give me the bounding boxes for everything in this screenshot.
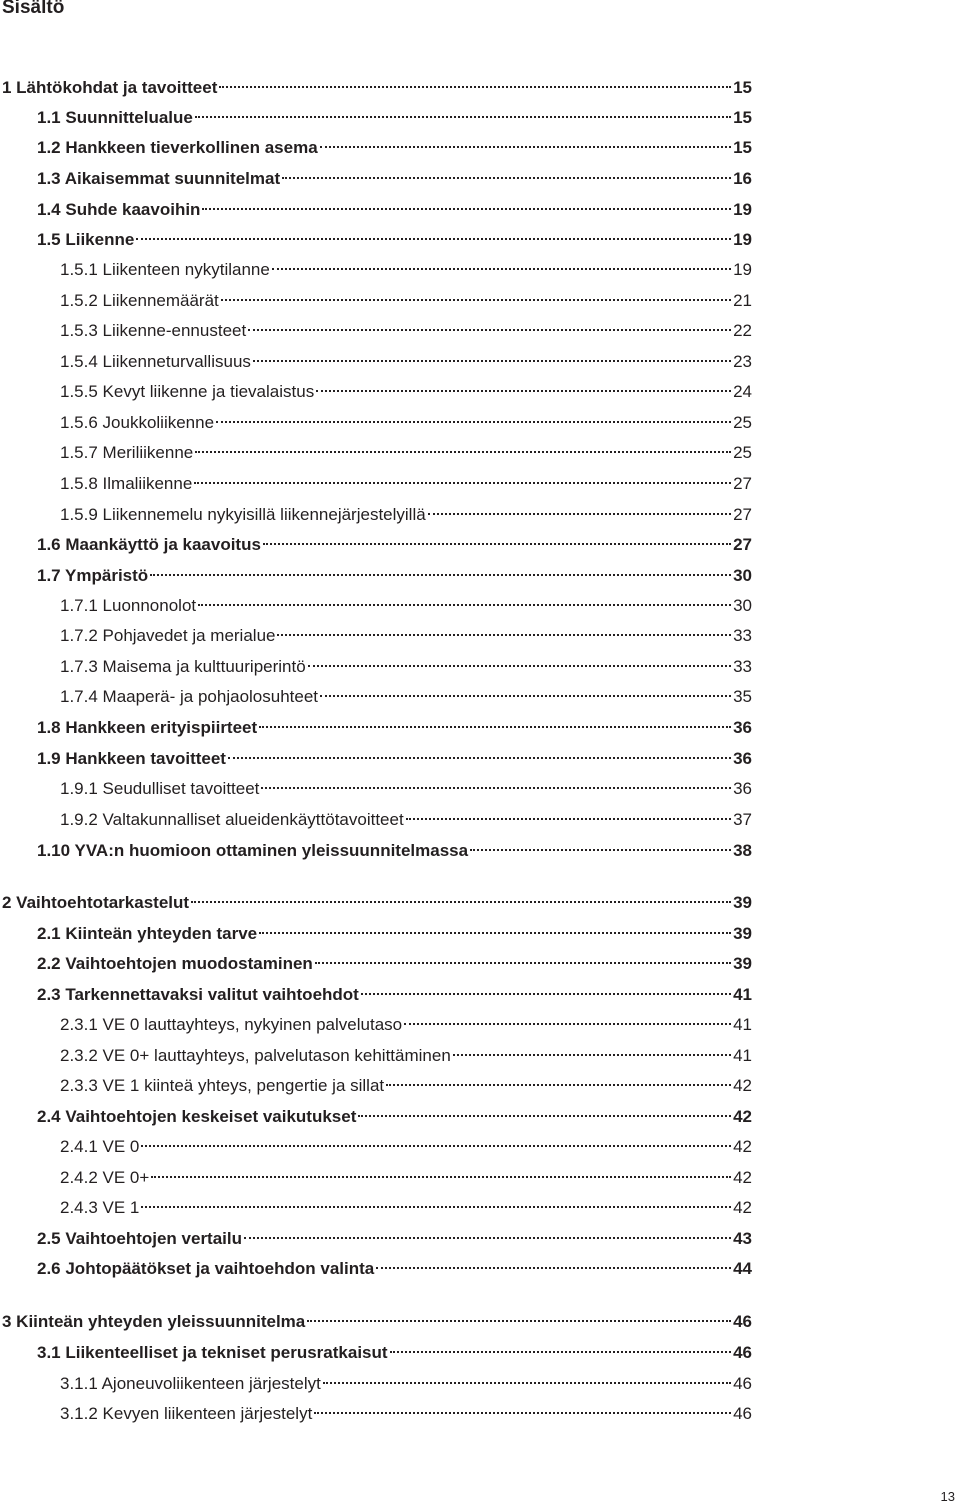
toc-entry-title: 1.7.2 Pohjavedet ja merialue: [60, 626, 276, 645]
toc-entry-title: 2.3.3 VE 1 kiinteä yhteys, pengertie ja sillat: [60, 1076, 385, 1095]
toc-leader-dots: [404, 1023, 731, 1025]
toc-entry-title: 1.5.6 Joukkoliikenne: [60, 413, 215, 432]
toc-leader-dots: [253, 360, 731, 362]
toc-entry-page: 21: [733, 291, 752, 310]
toc-entry[interactable]: [37, 1340, 752, 1366]
toc-entry-page: 15: [733, 108, 752, 127]
toc-entry-page: 15: [733, 78, 752, 97]
toc-leader-dots: [308, 665, 731, 667]
toc-entry-title: 1.1 Suunnittelualue: [37, 108, 193, 127]
toc-leader-dots: [263, 543, 731, 545]
toc-entry-title: 2.4 Vaihtoehtojen keskeiset vaikutukset: [37, 1107, 357, 1126]
toc-entry-page: 46: [733, 1343, 752, 1362]
toc-entry[interactable]: [60, 1134, 752, 1160]
toc-entry-title: 3.1.2 Kevyen liikenteen järjestelyt: [60, 1404, 313, 1423]
toc-entry-title: 2 Vaihtoehtotarkastelut: [2, 893, 190, 912]
toc-entry-title: 2.2 Vaihtoehtojen muodostaminen: [37, 954, 313, 973]
toc-entry[interactable]: [60, 623, 752, 649]
toc-entry-page: 42: [733, 1137, 752, 1156]
toc-entry-title: 3.1.1 Ajoneuvoliikenteen järjestelyt: [60, 1374, 321, 1393]
toc-entry[interactable]: [60, 288, 752, 314]
toc-entry-page: 23: [733, 352, 752, 371]
toc-entry[interactable]: [37, 227, 752, 253]
toc-leader-dots: [453, 1054, 731, 1056]
toc-entry-title: 1.7.1 Luonnonolot: [60, 596, 197, 615]
toc-leader-dots: [316, 390, 731, 392]
toc-entry[interactable]: [37, 982, 752, 1008]
toc-entry[interactable]: [37, 166, 752, 192]
toc-leader-dots: [248, 329, 731, 331]
toc-leader-dots: [150, 574, 731, 576]
toc-entry-page: 15: [733, 138, 752, 157]
toc-entry[interactable]: [37, 1256, 752, 1282]
toc-entry-page: 44: [733, 1259, 752, 1278]
toc-entry-page: 36: [733, 718, 752, 737]
toc-entry[interactable]: [37, 715, 752, 741]
toc-entry-title: 2.3.1 VE 0 lauttayhteys, nykyinen palvelutaso: [60, 1015, 403, 1034]
toc-leader-dots: [261, 787, 731, 789]
toc-entry-page: 24: [733, 382, 752, 401]
toc-entry[interactable]: [37, 838, 752, 864]
toc-entry-page: 39: [733, 893, 752, 912]
toc-entry-page: 19: [733, 260, 752, 279]
toc-entry[interactable]: [37, 105, 752, 131]
toc-entry-title: 2.3 Tarkennettavaksi valitut vaihtoehdot: [37, 985, 359, 1004]
toc-leader-dots: [136, 238, 731, 240]
toc-entry[interactable]: [2, 75, 752, 101]
toc-entry-title: 2.6 Johtopäätökset ja vaihtoehdon valinta: [37, 1259, 375, 1278]
toc-entry[interactable]: [60, 1073, 752, 1099]
toc-entry-title: 1.2 Hankkeen tieverkollinen asema: [37, 138, 318, 157]
toc-leader-dots: [277, 634, 731, 636]
toc-entry-page: 46: [733, 1312, 752, 1331]
toc-entry-page: 41: [733, 1046, 752, 1065]
toc-entry[interactable]: [37, 921, 752, 947]
toc-entry-title: 2.1 Kiinteän yhteyden tarve: [37, 924, 258, 943]
toc-leader-dots: [307, 1320, 731, 1322]
toc-leader-dots: [219, 86, 731, 88]
toc-entry-page: 36: [733, 749, 752, 768]
toc-entry-title: 2.4.3 VE 1: [60, 1198, 140, 1217]
toc-entry[interactable]: [2, 1309, 752, 1335]
toc-entry-page: 46: [733, 1404, 752, 1423]
toc-entry[interactable]: [37, 135, 752, 161]
toc-entry-page: 39: [733, 954, 752, 973]
toc-leader-dots: [323, 1382, 731, 1384]
toc-leader-dots: [376, 1267, 731, 1269]
toc-entry-title: 1.9 Hankkeen tavoitteet: [37, 749, 226, 768]
toc-leader-dots: [358, 1115, 731, 1117]
toc-entry[interactable]: [60, 776, 752, 802]
page-title: Sisältö: [2, 0, 65, 18]
toc-leader-dots: [428, 513, 731, 515]
toc-entry-page: 41: [733, 1015, 752, 1034]
toc-leader-dots: [216, 421, 731, 423]
toc-entry-title: 2.5 Vaihtoehtojen vertailu: [37, 1229, 243, 1248]
toc-leader-dots: [198, 604, 731, 606]
toc-entry-title: 1.7 Ympäristö: [37, 566, 149, 585]
toc-entry-title: 2.4.2 VE 0+: [60, 1168, 150, 1187]
toc-entry-title: 1.10 YVA:n huomioon ottaminen yleissuunnitelmassa: [37, 841, 469, 860]
toc-entry-title: 2.3.2 VE 0+ lauttayhteys, palvelutason kehittäminen: [60, 1046, 451, 1065]
toc-entry[interactable]: [37, 1226, 752, 1252]
toc-entry-title: 1.5.7 Meriliikenne: [60, 443, 194, 462]
toc-leader-dots: [470, 849, 731, 851]
toc-entry[interactable]: [37, 951, 752, 977]
toc-entry-page: 25: [733, 443, 752, 462]
toc-leader-dots: [244, 1237, 731, 1239]
toc-entry[interactable]: [60, 349, 752, 375]
toc-leader-dots: [315, 962, 731, 964]
toc-entry[interactable]: [60, 807, 752, 833]
toc-entry-title: 1.5.3 Liikenne-ennusteet: [60, 321, 247, 340]
toc-entry-title: 1 Lähtökohdat ja tavoitteet: [2, 78, 218, 97]
toc-entry[interactable]: [60, 1043, 752, 1069]
toc-leader-dots: [272, 268, 731, 270]
toc-entry-page: 41: [733, 985, 752, 1004]
toc-entry-page: 33: [733, 626, 752, 645]
toc-entry[interactable]: [60, 1401, 752, 1427]
toc-entry[interactable]: [60, 1195, 752, 1221]
toc-entry-title: 1.5 Liikenne: [37, 230, 135, 249]
toc-leader-dots: [259, 932, 731, 934]
toc-entry-page: 38: [733, 841, 752, 860]
toc-entry-page: 35: [733, 687, 752, 706]
toc-entry[interactable]: [60, 1012, 752, 1038]
toc-entry[interactable]: [37, 197, 752, 223]
toc-entry-title: 1.5.2 Liikennemäärät: [60, 291, 219, 310]
toc-entry[interactable]: [60, 471, 752, 497]
toc-leader-dots: [320, 695, 731, 697]
toc-entry[interactable]: [37, 532, 752, 558]
toc-entry[interactable]: [60, 257, 752, 283]
toc-leader-dots: [361, 993, 731, 995]
toc-entry-page: 25: [733, 413, 752, 432]
toc-entry-title: 1.5.5 Kevyt liikenne ja tievalaistus: [60, 382, 315, 401]
toc-entry[interactable]: [37, 746, 752, 772]
toc-entry-page: 36: [733, 779, 752, 798]
toc-entry-title: 1.8 Hankkeen erityispiirteet: [37, 718, 258, 737]
toc-entry-page: 19: [733, 200, 752, 219]
toc-leader-dots: [386, 1084, 731, 1086]
toc-entry-page: 46: [733, 1374, 752, 1393]
toc-entry[interactable]: [2, 890, 752, 916]
toc-entry[interactable]: [37, 563, 752, 589]
toc-leader-dots: [194, 482, 731, 484]
toc-leader-dots: [228, 757, 731, 759]
toc-leader-dots: [151, 1176, 731, 1178]
toc-entry-title: 1.6 Maankäyttö ja kaavoitus: [37, 535, 261, 554]
toc-entry-page: 42: [733, 1107, 752, 1126]
toc-leader-dots: [221, 299, 731, 301]
toc-leader-dots: [141, 1206, 731, 1208]
toc-entry[interactable]: [60, 410, 752, 436]
toc-entry-page: 42: [733, 1076, 752, 1095]
toc-entry[interactable]: [60, 684, 752, 710]
toc-entry-title: 1.7.4 Maaperä- ja pohjaolosuhteet: [60, 687, 319, 706]
toc-entry-title: 3 Kiinteän yhteyden yleissuunnitelma: [2, 1312, 306, 1331]
toc-leader-dots: [320, 146, 731, 148]
toc-entry-page: 27: [733, 474, 752, 493]
toc-leader-dots: [282, 177, 731, 179]
toc-entry[interactable]: [37, 1104, 752, 1130]
toc-entry-page: 39: [733, 924, 752, 943]
toc-entry-title: 2.4.1 VE 0: [60, 1137, 140, 1156]
toc-entry-page: 37: [733, 810, 752, 829]
toc-entry[interactable]: [60, 593, 752, 619]
toc-leader-dots: [195, 451, 731, 453]
toc-entry-title: 1.5.1 Liikenteen nykytilanne: [60, 260, 270, 279]
toc-entry-page: 19: [733, 230, 752, 249]
toc-leader-dots: [406, 818, 731, 820]
toc-entry[interactable]: [60, 379, 752, 405]
toc-entry-title: 1.7.3 Maisema ja kulttuuriperintö: [60, 657, 306, 676]
toc-entry-page: 27: [733, 505, 752, 524]
toc-entry-title: 1.5.9 Liikennemelu nykyisillä liikennejärjestelyillä: [60, 505, 426, 524]
toc-leader-dots: [390, 1351, 732, 1353]
toc-entry[interactable]: [60, 1165, 752, 1191]
toc-entry-page: 16: [733, 169, 752, 188]
toc-entry-page: 43: [733, 1229, 752, 1248]
toc-entry-page: 42: [733, 1168, 752, 1187]
toc-entry[interactable]: [60, 440, 752, 466]
toc-entry[interactable]: [60, 1371, 752, 1397]
toc-entry-title: 3.1 Liikenteelliset ja tekniset perusratkaisut: [37, 1343, 388, 1362]
toc-leader-dots: [314, 1412, 731, 1414]
toc-leader-dots: [259, 726, 731, 728]
page-number: 13: [940, 1489, 955, 1504]
toc-entry[interactable]: [60, 318, 752, 344]
toc-entry-title: 1.9.2 Valtakunnalliset alueidenkäyttötavoitteet: [60, 810, 404, 829]
toc-entry-title: 1.4 Suhde kaavoihin: [37, 200, 201, 219]
toc-entry-page: 33: [733, 657, 752, 676]
toc-entry-page: 22: [733, 321, 752, 340]
toc-entry[interactable]: [60, 654, 752, 680]
toc-entry[interactable]: [60, 502, 752, 528]
toc-leader-dots: [191, 901, 731, 903]
toc-leader-dots: [141, 1145, 731, 1147]
toc-entry-page: 42: [733, 1198, 752, 1217]
toc-entry-page: 30: [733, 596, 752, 615]
toc-leader-dots: [202, 208, 731, 210]
toc-entry-title: 1.3 Aikaisemmat suunnitelmat: [37, 169, 281, 188]
toc-leader-dots: [195, 116, 731, 118]
toc-entry-title: 1.5.8 Ilmaliikenne: [60, 474, 193, 493]
toc-entry-title: 1.9.1 Seudulliset tavoitteet: [60, 779, 260, 798]
toc-entry-page: 30: [733, 566, 752, 585]
toc-entry-page: 27: [733, 535, 752, 554]
toc-entry-title: 1.5.4 Liikenneturvallisuus: [60, 352, 251, 371]
